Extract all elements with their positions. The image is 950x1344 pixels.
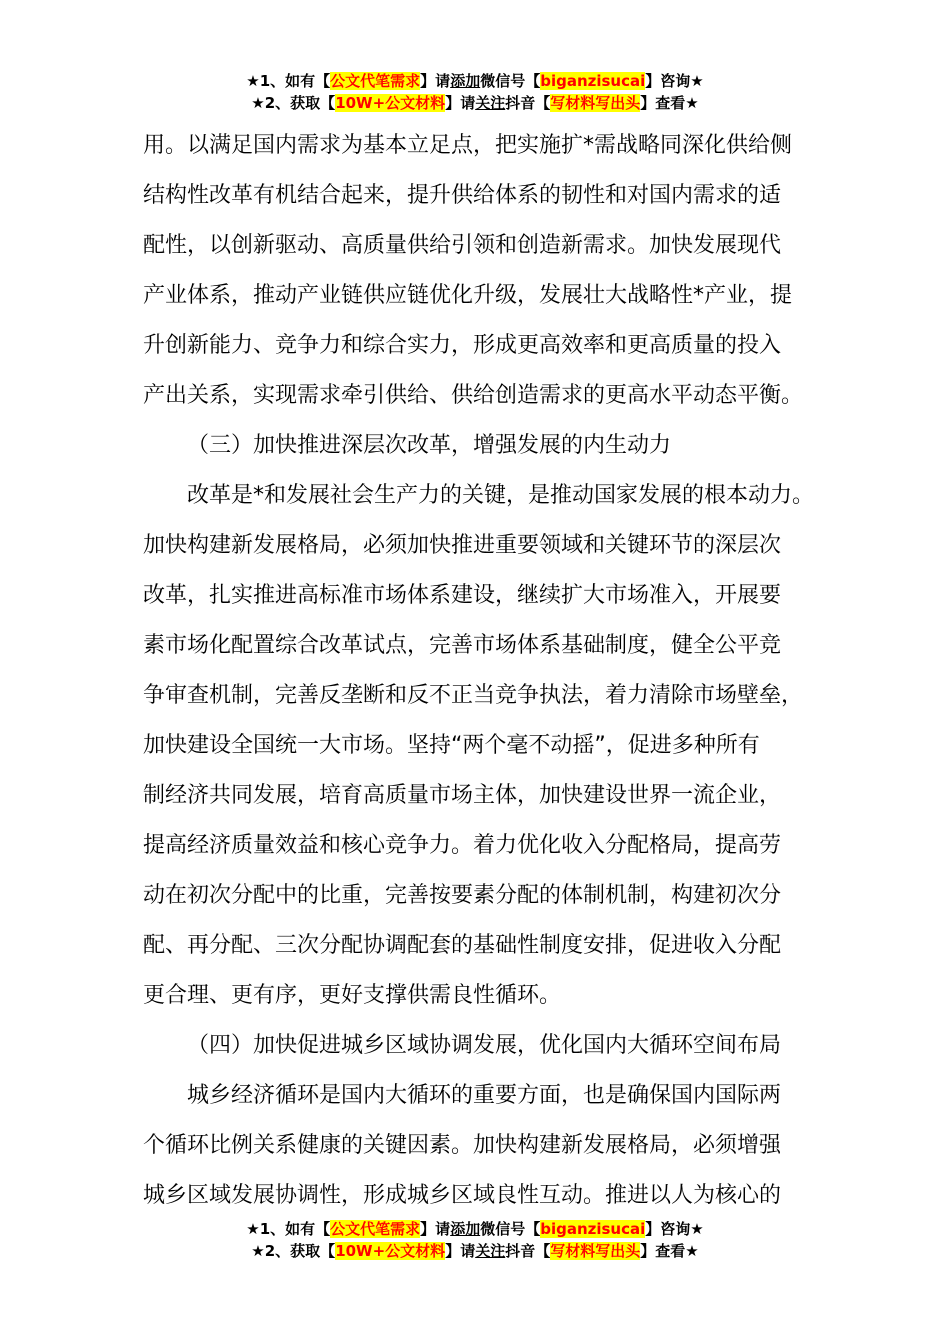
text-line: 产出关系，实现需求牵引供给、供给创造需求的更高水平动态平衡。 — [143, 383, 804, 408]
text-line: 更合理、更有序，更好支撑供需良性循环。 — [143, 983, 562, 1008]
text-line: 改革，扎实推进高标准市场体系建设，继续扩大市场准入，开展要 — [143, 583, 782, 608]
text-line: 升创新能力、竞争力和综合实力，形成更高效率和更高质量的投入 — [143, 333, 782, 358]
text-line: 加快建设全国统一大市场。坚持“两个毫不动摇”，促进多种所有 — [143, 733, 760, 758]
text-line: 改革是*和发展社会生产力的关键，是推动国家发展的根本动力。 — [187, 483, 815, 508]
text-line: 争审查机制，完善反垄断和反不正当竞争执法，着力清除市场壁垒， — [143, 683, 804, 708]
highlight-text: 10W+公文材料 — [335, 1242, 446, 1260]
text-line: 加快构建新发展格局，必须加快推进重要领域和关键环节的深层次 — [143, 533, 782, 558]
star-icon: ★ — [246, 1220, 260, 1238]
section-heading: （三）加快推进深层次改革，增强发展的内生动力 — [187, 433, 672, 458]
highlight-text: biganzisucai — [540, 72, 646, 90]
star-icon: ★ — [251, 1242, 265, 1260]
footer-banner — [0, 1218, 950, 1262]
section-heading: （四）加快促进城乡区域协调发展，优化国内大循环空间布局 — [187, 1033, 782, 1058]
banner-line-1: ★1、如有【公文代笔需求】请添加微信号【biganzisucai】咨询★ — [246, 1220, 704, 1238]
text-line: 素市场化配置综合改革试点，完善市场体系基础制度，健全公平竞 — [143, 633, 782, 658]
highlight-text: 10W+公文材料 — [335, 94, 446, 112]
star-icon: ★ — [246, 72, 260, 90]
text-line: 城乡经济循环是国内大循环的重要方面，也是确保国内国际两 — [187, 1083, 782, 1108]
highlight-text: 公文代笔需求 — [330, 1220, 421, 1238]
text-line: 制经济共同发展，培育高质量市场主体，加快建设世界一流企业， — [143, 783, 782, 808]
text-line: 配性，以创新驱动、高质量供给引领和创造新需求。加快发展现代 — [143, 233, 782, 258]
text-line: 个循环比例关系健康的关键因素。加快构建新发展格局，必须增强 — [143, 1133, 782, 1158]
highlight-text: biganzisucai — [540, 1220, 646, 1238]
text-line: 产业体系，推动产业链供应链优化升级，发展壮大战略性*产业，提 — [143, 283, 793, 308]
highlight-text: 公文代笔需求 — [330, 72, 421, 90]
text-line: 配、再分配、三次分配协调配套的基础性制度安排，促进收入分配 — [143, 933, 782, 958]
document-body — [143, 121, 833, 1221]
text-line: 结构性改革有机结合起来，提升供给体系的韧性和对国内需求的适 — [143, 183, 782, 208]
highlight-text: 写材料写出头 — [550, 1242, 641, 1260]
text-line: 动在初次分配中的比重，完善按要素分配的体制机制，构建初次分 — [143, 883, 782, 908]
banner-line-2: ★2、获取【10W+公文材料】请关注抖音【写材料写出头】查看★ — [251, 94, 699, 112]
text-line: 城乡区域发展协调性，形成城乡区域良性互动。推进以人为核心的 — [143, 1183, 782, 1208]
highlight-text: 写材料写出头 — [550, 94, 641, 112]
banner-line-2: ★2、获取【10W+公文材料】请关注抖音【写材料写出头】查看★ — [251, 1242, 699, 1260]
header-banner — [0, 70, 950, 114]
text-line: 用。以满足国内需求为基本立足点，把实施扩*需战略同深化供给侧 — [143, 133, 793, 158]
text-line: 提高经济质量效益和核心竞争力。着力优化收入分配格局，提高劳 — [143, 833, 782, 858]
star-icon: ★ — [251, 94, 265, 112]
banner-line-1: ★1、如有【公文代笔需求】请添加微信号【biganzisucai】咨询★ — [246, 72, 704, 90]
